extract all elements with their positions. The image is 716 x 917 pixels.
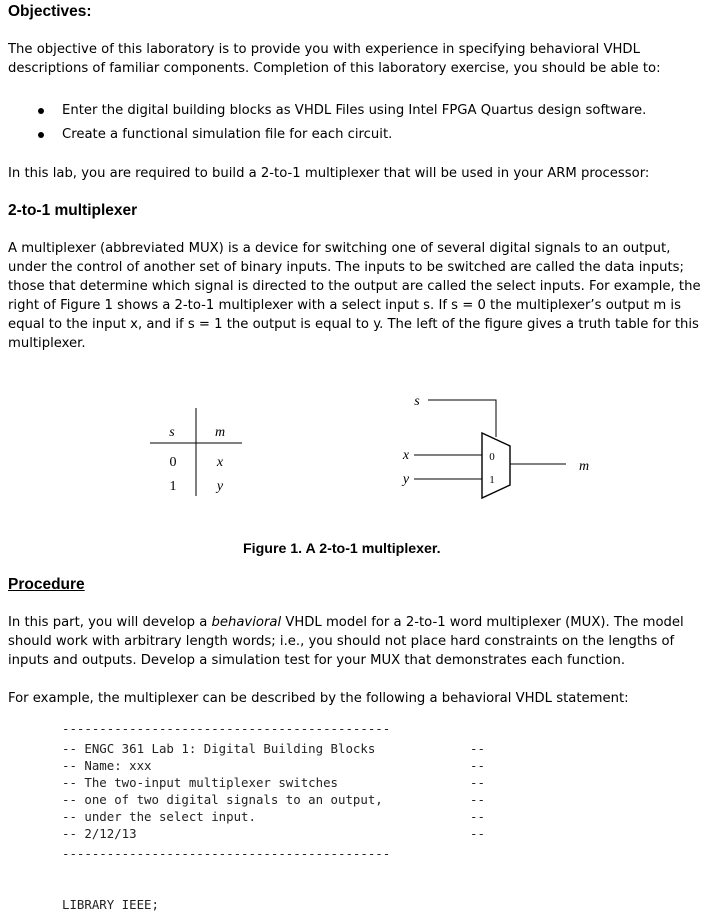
mux-port-0-label: 0 [489,451,495,463]
truth-table-cell: x [216,455,224,470]
truth-table-cell: 1 [169,479,177,494]
bullet-text: Create a functional simulation file for each circuit. [62,127,393,142]
truth-table-header-m: m [214,425,226,440]
bullet-dot-icon [38,132,44,138]
mux-circuit [401,394,589,498]
code-comment-line: -- one of two digital signals to an output, [62,792,383,807]
truth-table-cell: y [216,479,224,494]
code-right-marker: -- [470,741,485,756]
input-x-label: x [402,448,410,463]
code-library-line: LIBRARY IEEE; [62,897,159,912]
code-comment-line: -- under the select input. [62,809,256,824]
code-right-marker: -- [470,826,485,841]
code-dash-line: -------------------------------------------- [62,846,391,861]
objectives-heading: Objectives: [8,3,92,20]
code-comment-line: -- ENGC 361 Lab 1: Digital Building Blocks [62,741,376,756]
mux-heading: 2-to-1 multiplexer [8,202,138,219]
code-comment-line: -- The two-input multiplexer switches [62,775,339,790]
truth-table-header-s: s [169,425,175,440]
bullet-dot-icon [38,108,44,114]
procedure-heading: Procedure [8,576,85,593]
code-comment-line: -- Name: xxx [62,758,152,773]
figure-caption: Figure 1. A 2-to-1 multiplexer. [243,541,441,557]
code-right-marker: -- [470,792,485,807]
input-y-label: y [402,472,410,487]
bullet-text: Enter the digital building blocks as VHDL Files using Intel FPGA Quartus design software. [62,103,647,118]
output-label: m [578,459,590,474]
objectives-intro: The objective of this laboratory is to provide you with experience in specifying behavioral VHDL descriptions of familiar components. Completion of this laboratory exercise, you should be able to: [8,42,661,76]
code-right-marker: -- [470,775,485,790]
code-comment-line: -- 2/12/13 [62,826,137,841]
mux-trapezoid [482,433,510,498]
mux-port-1-label: 1 [489,474,495,486]
truth-table-cell: 0 [169,455,177,470]
procedure-example-intro: For example, the multiplexer can be described by the following a behavioral VHDL statement: [8,691,629,706]
code-dash-line: -------------------------------------------- [62,721,391,736]
procedure-text: VHDL model for a 2-to-1 word multiplexer (MUX). The model should work with arbitrary length words; i.e., you should not place hard constraints on the lengths of inputs and outputs. Develop a simulation test for your MUX that demonstrates each function. [8,615,684,668]
lab-statement: In this lab, you are required to build a 2-to-1 multiplexer that will be used in your ARM processor: [8,166,650,181]
procedure-paragraph [8,613,710,670]
mux-description: A multiplexer (abbreviated MUX) is a device for switching one of several digital signals to an output, under the control of another set of binary inputs. The inputs to be switched are called the data inputs; those that determine which signal is directed to the output are called the select inputs. For example, the right of Figure 1 shows a 2-to-1 multiplexer with a select input s. If s = 0 the multiplexer’s output m is equal to the input x, and if s = 1 the output is equal to y. The left of the figure gives a truth table for this multiplexer. [8,241,701,351]
select-wire [428,400,496,437]
code-right-marker: -- [470,758,485,773]
truth-table [150,408,242,496]
select-label: s [414,394,420,409]
procedure-text: In this part, you will develop a [8,615,212,630]
code-right-marker: -- [470,809,485,824]
figure-1 [0,380,716,520]
procedure-text-italic: behavioral [211,615,282,630]
